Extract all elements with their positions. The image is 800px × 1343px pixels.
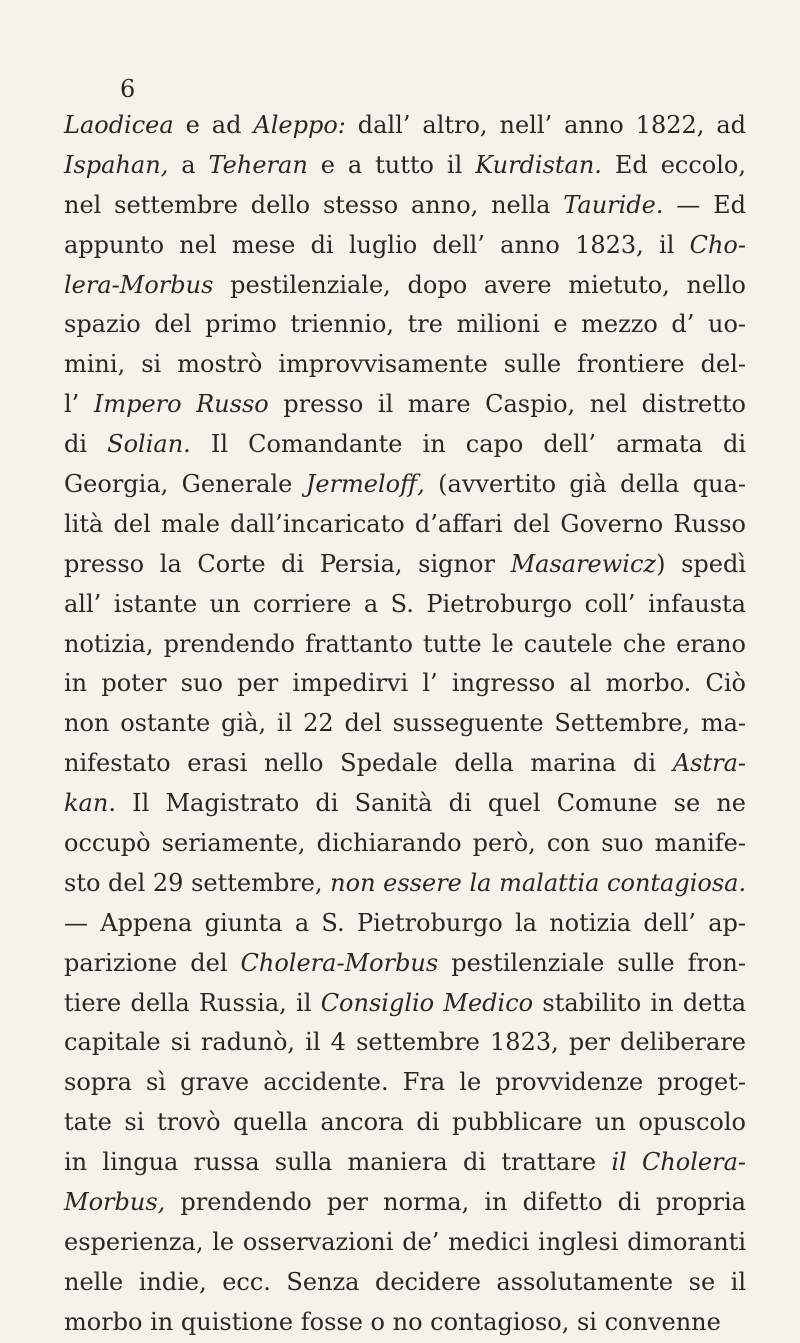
text-line — [64, 305, 746, 345]
text-segment: presso la Corte di Persia, signor — [64, 549, 511, 578]
text-segment: morbo in quistione fosse o no contagioso, si convenne — [64, 1307, 721, 1336]
text-line — [64, 864, 746, 904]
text-segment: stabilito in detta — [533, 988, 747, 1017]
italic-text: Cho- — [689, 230, 746, 259]
text-segment: occupò seriamente, dichiarando però, con suo manife- — [64, 829, 746, 858]
text-segment: lità del male dall’incaricato d’affari del Governo Russo — [64, 509, 746, 538]
text-line — [64, 904, 746, 944]
text-segment: — Ed — [663, 190, 746, 219]
text-segment: esperienza, le osservazioni de’ medici inglesi dimoranti — [64, 1227, 746, 1256]
italic-text: Consiglio Medico — [320, 988, 534, 1017]
text-segment: pestilenziale, dopo avere mietuto, nello — [213, 270, 746, 299]
text-line — [64, 425, 746, 465]
text-line — [64, 186, 746, 226]
body-text — [64, 106, 746, 1343]
italic-text: Teheran — [208, 150, 308, 179]
italic-text: Masarewicz — [510, 549, 657, 578]
text-segment: Georgia, Generale — [64, 470, 306, 499]
text-line — [64, 1183, 746, 1223]
italic-text: il Cholera- — [611, 1148, 746, 1177]
text-line — [64, 226, 746, 266]
text-segment: presso il mare Caspio, nel distretto — [268, 390, 746, 419]
text-segment: prendendo per norma, in difetto di propria — [165, 1188, 746, 1217]
text-segment: dall’ altro, nell’ anno 1822, ad — [345, 111, 747, 139]
text-segment: — Appena giunta a S. Pietroburgo la notizia dell’ ap- — [64, 908, 746, 937]
text-segment: non ostante già, il 22 del susseguente Settembre, ma- — [64, 709, 746, 738]
text-line — [64, 625, 746, 665]
italic-text: Solian. — [107, 430, 191, 459]
text-segment: Ed eccolo, — [601, 150, 746, 179]
text-segment: l’ — [64, 390, 94, 419]
text-line — [64, 704, 746, 744]
italic-text: Impero Russo — [93, 390, 269, 419]
text-segment: in lingua russa sulla maniera di trattare — [64, 1148, 612, 1177]
text-line — [64, 1143, 746, 1183]
text-segment: in poter suo per impedirvi l’ ingresso al morbo. Ciò — [64, 669, 746, 698]
text-line — [64, 1303, 746, 1343]
text-line — [64, 944, 746, 984]
text-segment: nel settembre dello stesso anno, nella — [64, 190, 564, 219]
text-line — [64, 146, 746, 186]
italic-text: Laodicea — [64, 111, 174, 139]
text-segment: spazio del primo triennio, tre milioni e mezzo d’ uo- — [64, 310, 746, 339]
text-segment: e ad — [173, 111, 254, 139]
italic-text: lera-Morbus — [64, 270, 214, 299]
italic-text: Kurdistan. — [475, 150, 602, 179]
text-segment: di — [64, 430, 108, 459]
text-segment: sopra sì grave accidente. Fra le provvidenze proget- — [64, 1068, 746, 1097]
text-segment: sto del 29 settembre, — [64, 868, 331, 897]
text-line — [64, 545, 746, 585]
text-line — [64, 1263, 746, 1303]
text-line — [64, 345, 746, 385]
text-line — [64, 585, 746, 625]
text-segment: mini, si mostrò improvvisamente sulle frontiere del- — [64, 350, 746, 379]
text-segment: nelle indie, ecc. Senza decidere assolutamente se il — [64, 1267, 746, 1296]
text-segment: Il Comandante in capo dell’ armata di — [190, 430, 747, 459]
text-segment: parizione del — [64, 948, 241, 977]
italic-text: kan — [64, 789, 109, 818]
italic-text: Jermeloff, — [305, 470, 425, 499]
text-line — [64, 664, 746, 704]
text-line — [64, 1103, 746, 1143]
text-segment: . Il Magistrato di Sanità di quel Comune se ne — [108, 789, 746, 818]
text-segment: all’ istante un corriere a S. Pietroburgo coll’ infausta — [64, 589, 746, 618]
text-segment: nifestato erasi nello Spedale della marina di — [64, 749, 673, 778]
text-segment: pestilenziale sulle fron- — [438, 948, 746, 977]
text-segment: appunto nel mese di luglio dell’ anno 1823, il — [64, 230, 690, 259]
page-number: 6 — [120, 75, 136, 103]
italic-text: Morbus, — [64, 1188, 166, 1217]
text-line — [64, 784, 746, 824]
text-line — [64, 1023, 746, 1063]
italic-text: Astra- — [672, 749, 746, 778]
italic-text: Tauride. — [563, 190, 664, 219]
text-line — [64, 266, 746, 306]
italic-text: Cholera-Morbus — [240, 948, 439, 977]
text-line — [64, 984, 746, 1024]
text-line — [64, 106, 746, 146]
text-segment: capitale si radunò, il 4 settembre 1823, per deliberare — [64, 1028, 746, 1057]
text-segment: a — [168, 150, 209, 179]
text-segment: tiere della Russia, il — [64, 988, 321, 1017]
text-line — [64, 744, 746, 784]
text-segment: ) spedì — [656, 549, 746, 578]
text-segment: tate si trovò quella ancora di pubblicare un opuscolo — [64, 1108, 746, 1137]
text-segment: notizia, prendendo frattanto tutte le cautele che erano — [64, 629, 746, 658]
text-line — [64, 505, 746, 545]
text-segment: e a tutto il — [307, 150, 476, 179]
text-line — [64, 465, 746, 505]
text-line — [64, 1223, 746, 1263]
text-line — [64, 1063, 746, 1103]
text-line — [64, 824, 746, 864]
italic-text: Aleppo: — [253, 111, 346, 139]
text-segment: (avvertito già della qua- — [424, 470, 746, 499]
italic-text: Ispahan, — [64, 150, 169, 179]
italic-text: non essere la malattia contagiosa. — [330, 868, 747, 897]
text-line — [64, 385, 746, 425]
